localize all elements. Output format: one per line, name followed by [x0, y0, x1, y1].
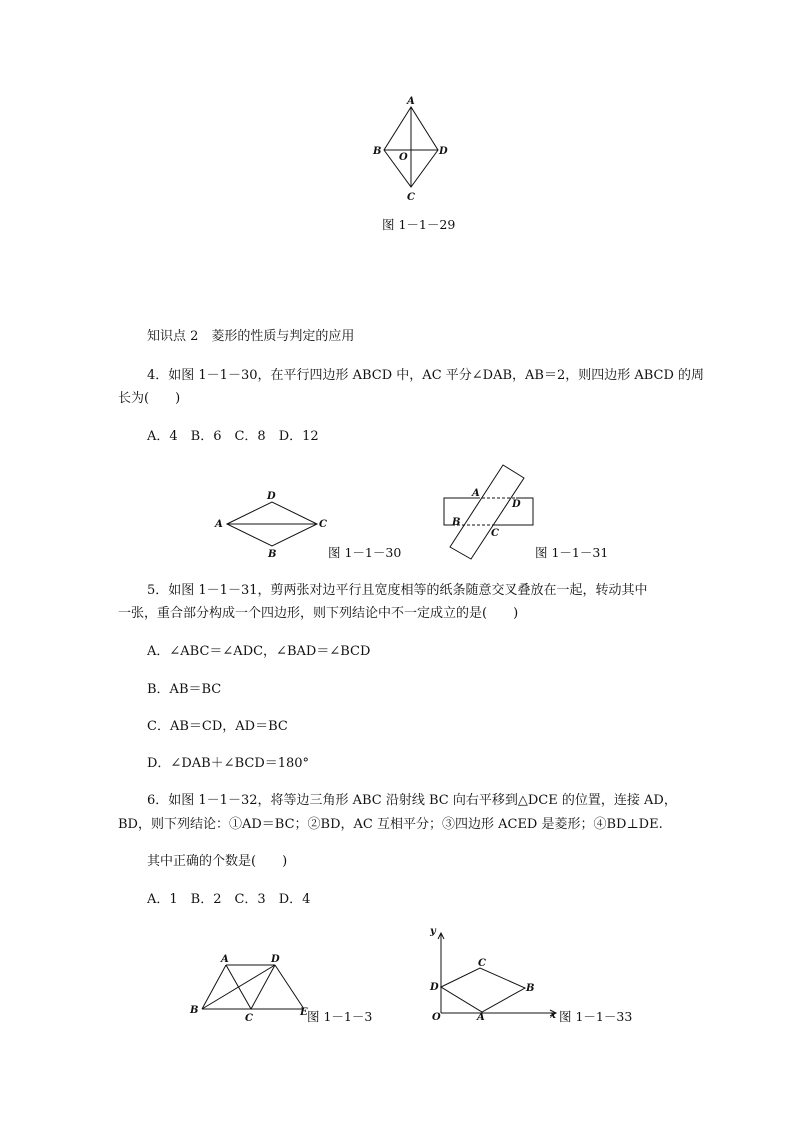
label-a-33: A: [477, 1012, 485, 1023]
caption-fig-32: 图 1－1－3: [307, 1009, 373, 1024]
q6-line2: BD，则下列结论：①AD＝BC；②BD，AC 互相平分；③四边形 ACED 是菱形；④BD⊥DE.: [118, 817, 663, 832]
section-title: 知识点 2 菱形的性质与判定的应用: [147, 329, 355, 344]
figure-1-1-33: [424, 922, 562, 1028]
label-b-31: B: [452, 517, 461, 528]
caption-fig-29: 图 1－1－29: [382, 217, 456, 232]
q5-option-c: C．AB＝CD，AD＝BC: [147, 719, 288, 734]
q6-line3: 其中正确的个数是( ): [147, 854, 288, 869]
caption-fig-30: 图 1－1－30: [328, 545, 402, 560]
label-d-33: D: [430, 982, 439, 993]
rhombus-abcd-33: [441, 968, 525, 1012]
label-o-33: O: [432, 1012, 441, 1023]
label-b-33: B: [526, 983, 535, 994]
segment-bd: [202, 965, 275, 1009]
label-d-31: D: [512, 499, 521, 510]
figure-1-1-30: [210, 487, 335, 561]
figure-1-1-29: [368, 92, 454, 204]
q6-line1: 6．如图 1－1－32，将等边三角形 ABC 沿射线 BC 向右平移到△DCE 的位置，连接 AD，: [147, 793, 677, 808]
label-o: O: [399, 152, 408, 163]
label-d: D: [439, 146, 448, 157]
segment-ab: [202, 965, 226, 1009]
label-c: C: [407, 192, 415, 203]
q5-line2: 一张，重合部分构成一个四边形，则下列结论中不一定成立的是( ): [118, 606, 519, 621]
label-a: A: [407, 96, 415, 107]
segment-dc: [251, 965, 275, 1009]
label-c-30: C: [319, 519, 327, 530]
figure-1-1-32: [186, 950, 316, 1026]
q5-option-d: D．∠DAB＋∠BCD＝180°: [147, 756, 310, 771]
q4-options: A．4 B．6 C．8 D．12: [147, 429, 319, 444]
q4-line1: 4．如图 1－1－30，在平行四边形 ABCD 中，AC 平分∠DAB，AB＝2，则四边形 ABCD 的周: [147, 368, 705, 383]
slanted-strip: [450, 465, 524, 559]
q4-line2: 长为( ): [118, 391, 181, 406]
label-d-32: D: [271, 954, 280, 965]
q5-option-a: A．∠ABC＝∠ADC，∠BAD＝∠BCD: [147, 644, 371, 659]
q6-options: A．1 B．2 C．3 D．4: [147, 892, 311, 907]
label-a-31: A: [472, 488, 480, 499]
label-c-31: C: [491, 528, 499, 539]
caption-fig-31: 图 1－1－31: [535, 545, 609, 560]
label-a-32: A: [221, 954, 229, 965]
label-d-30: D: [267, 491, 276, 502]
label-b: B: [373, 146, 382, 157]
label-e-32: E: [300, 1007, 308, 1018]
horizontal-strip: [444, 498, 477, 525]
label-y-33: y: [430, 926, 436, 937]
segment-de: [275, 965, 304, 1009]
label-c-33: C: [478, 958, 486, 969]
figure-1-1-31: [436, 458, 538, 562]
caption-fig-33: 图 1－1－33: [559, 1009, 633, 1024]
label-b-32: B: [190, 1005, 199, 1016]
label-c-32: C: [245, 1013, 253, 1024]
label-b-30: B: [268, 549, 277, 560]
q5-option-b: B．AB＝BC: [147, 682, 222, 697]
label-a-30: A: [215, 519, 223, 530]
label-x-33: x: [550, 1010, 556, 1021]
q5-line1: 5．如图 1－1－31，剪两张对边平行且宽度相等的纸条随意交叉叠放在一起，转动其中: [147, 583, 648, 598]
